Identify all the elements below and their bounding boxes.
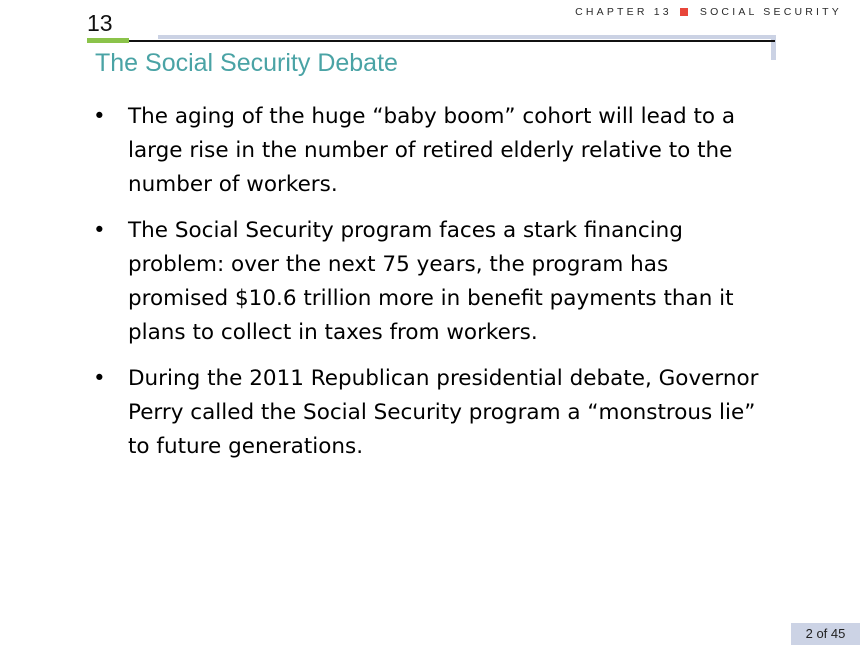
separator-square-icon <box>680 8 688 16</box>
bullet-text: The Social Security program faces a stark financing problem: over the next 75 years, the program has promised $10.6 trillion more in benefit payments than it plans to collect in taxes from workers. <box>128 218 734 345</box>
bullet-item <box>93 100 773 202</box>
section-label: SOCIAL SECURITY <box>699 6 842 18</box>
header-rule-accent <box>158 35 775 39</box>
page-counter: 2 of 45 <box>791 623 860 645</box>
chapter-accent-bar <box>87 38 129 43</box>
bullet-marker: • <box>93 366 106 391</box>
chapter-number: 13 <box>87 10 113 36</box>
bullet-marker: • <box>93 104 106 129</box>
header-rule <box>87 40 775 42</box>
bullet-text: The aging of the huge “baby boom” cohort will lead to a large rise in the number of retired elderly relative to the number of workers. <box>128 104 736 197</box>
bullet-list <box>93 100 773 476</box>
slide-title: The Social Security Debate <box>95 49 398 77</box>
bullet-item <box>93 362 773 464</box>
header-rule-accent-edge <box>771 35 776 60</box>
bullet-item <box>93 214 773 350</box>
bullet-text: During the 2011 Republican presidential debate, Governor Perry called the Social Security program a “monstrous lie” to future generations. <box>128 366 759 459</box>
chapter-label: CHAPTER 13 <box>575 6 672 18</box>
chapter-header <box>575 6 842 18</box>
bullet-marker: • <box>93 218 106 243</box>
